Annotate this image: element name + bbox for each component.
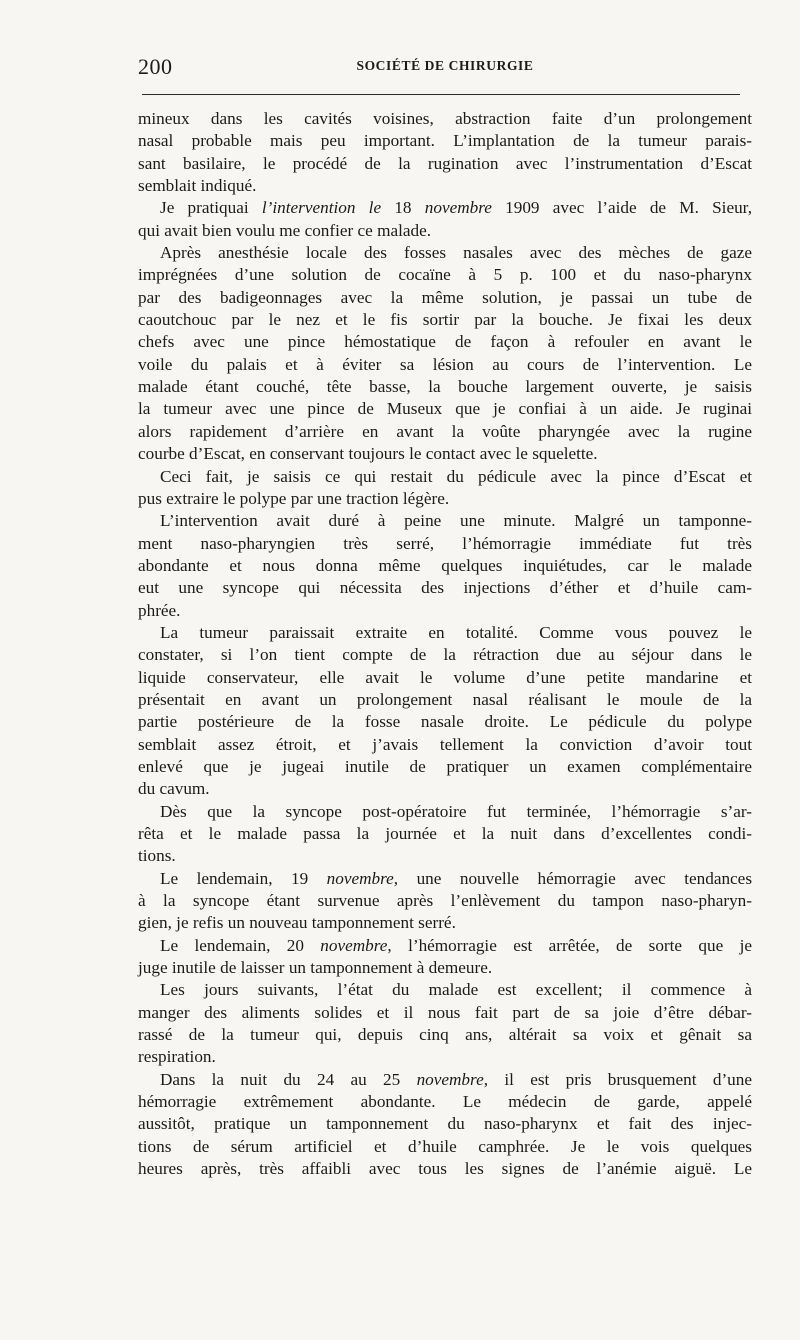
italic-run: novembre [326, 868, 394, 888]
text-line: constater, si l’on tient compte de la rétraction due au séjour dans le [138, 645, 752, 665]
text-line: rêta et le malade passa la journée et la nuit dans d’excellentes condi- [138, 824, 752, 843]
text-line: rassé de la tumeur qui, depuis cinq ans, altérait sa voix et gênait sa [138, 1025, 752, 1045]
header-rule [142, 94, 740, 95]
text-line: qui avait bien voulu me confier ce malade. [138, 220, 432, 240]
text-run: Le lendemain, 19 [160, 868, 327, 888]
text-line: tions. [138, 846, 176, 866]
text-line: La tumeur paraissait extraite en totalité. Comme vous pouvez le [160, 622, 752, 642]
text-line: liquide conservateur, elle avait le volume d’une petite mandarine et [138, 667, 752, 687]
body-text [138, 108, 752, 1181]
text-line: respiration. [138, 1047, 216, 1067]
text-line: gien, je refis un nouveau tamponnement serré. [138, 913, 456, 933]
text-line [138, 1069, 752, 1091]
text-line: alors rapidement d’arrière en avant la voûte pharyngée avec la rugine [138, 421, 752, 441]
text-line: courbe d’Escat, en conservant toujours le contact avec le squelette. [138, 444, 598, 464]
running-head: SOCIÉTÉ DE CHIRURGIE [356, 58, 534, 73]
text-line: L’intervention avait duré à peine une minute. Malgré un tamponne- [160, 511, 752, 531]
text-line: partie postérieure de la fosse nasale droite. Le pédicule du polype [138, 712, 752, 732]
text-line: imprégnées d’une solution de cocaïne à 5 p. 100 et du naso-pharynx [138, 265, 752, 285]
italic-run: novembre [424, 198, 492, 218]
text-line: la tumeur avec une pince de Museux que je confiai à un aide. Je ruginai [138, 399, 752, 419]
text-line: enlevé que je jugeai inutile de pratiquer un examen complémentaire [138, 756, 752, 776]
text-line: sant basilaire, le procédé de la rugination avec l’instrumentation d’Escat [138, 153, 752, 173]
text-run: Dans la nuit du 24 au 25 [160, 1069, 417, 1089]
italic-run: novembre [416, 1069, 484, 1089]
text-line: Les jours suivants, l’état du malade est excellent; il commence à [160, 980, 752, 1000]
text-line: du cavum. [138, 779, 210, 799]
text-line: chefs avec une pince hémostatique de façon à refouler en avant le [138, 332, 752, 352]
text-line: malade étant couché, tête basse, la bouche largement ouverte, je saisis [138, 377, 752, 397]
italic-run: novembre [320, 935, 388, 955]
text-run: Le lendemain, 20 [160, 935, 321, 955]
text-line: aussitôt, pratique un tamponnement du naso-pharynx et fait des injec- [138, 1114, 752, 1134]
text-line: ment naso-pharyngien très serré, l’hémorragie immédiate fut très [138, 533, 752, 553]
text-line: semblait assez étroit, et j’avais tellement la conviction d’avoir tout [138, 734, 752, 754]
text-line: voile du palais et à éviter sa lésion au cours de l’intervention. Le [138, 354, 752, 374]
text-line: nasal probable mais peu important. L’implantation de la tumeur parais- [138, 131, 752, 151]
italic-run: l’intervention le [261, 198, 382, 218]
text-run: 1909 avec l’aide de M. Sieur, [491, 198, 753, 218]
text-line: heures après, très affaibli avec tous les signes de l’anémie aiguë. Le [138, 1159, 752, 1179]
text-line: abondante et nous donna même quelques inquiétudes, car le malade [138, 555, 752, 575]
text-line: par des badigeonnages avec la même solution, je passai un tube de [138, 287, 752, 307]
text-run: , l’hémorragie est arrêtée, de sorte que je [387, 935, 752, 955]
text-line: eut une syncope qui nécessita des injections d’éther et d’huile cam- [138, 578, 752, 598]
text-run: , il est pris brusquement d’une [483, 1069, 752, 1089]
text-line [138, 868, 752, 890]
text-line: Après anesthésie locale des fosses nasales avec des mèches de gaze [160, 243, 752, 263]
text-line: semblait indiqué. [138, 176, 257, 196]
text-line: à la syncope étant survenue après l’enlèvement du tampon naso-pharyn- [138, 891, 752, 911]
text-run: Je pratiquai [160, 198, 262, 218]
text-line: manger des aliments solides et il nous fait part de sa joie d’être débar- [138, 1002, 752, 1022]
text-line: pus extraire le polype par une traction légère. [138, 488, 450, 508]
text-line: mineux dans les cavités voisines, abstraction faite d’un prolongement [138, 109, 752, 128]
text-line [138, 197, 752, 219]
text-line: hémorragie extrêmement abondante. Le médecin de garde, appelé [138, 1092, 752, 1112]
text-line: présentait en avant un prolongement nasal réalisant le moule de la [138, 689, 752, 709]
text-line: caoutchouc par le nez et le fis sortir par la bouche. Je fixai les deux [138, 310, 752, 330]
text-line [138, 935, 752, 957]
text-run: 18 [381, 198, 425, 218]
text-line: phrée. [138, 600, 181, 620]
page-header [138, 54, 752, 82]
text-line: juge inutile de laisser un tamponnement à demeure. [138, 958, 493, 978]
text-line: tions de sérum artificiel et d’huile camphrée. Je le vois quelques [138, 1136, 752, 1156]
text-line: Ceci fait, je saisis ce qui restait du pédicule avec la pince d’Escat et [160, 466, 752, 486]
text-line: Dès que la syncope post-opératoire fut terminée, l’hémorragie s’ar- [160, 801, 752, 821]
text-run: , une nouvelle hémorragie avec tendances [393, 868, 753, 888]
page-number: 200 [138, 54, 173, 79]
